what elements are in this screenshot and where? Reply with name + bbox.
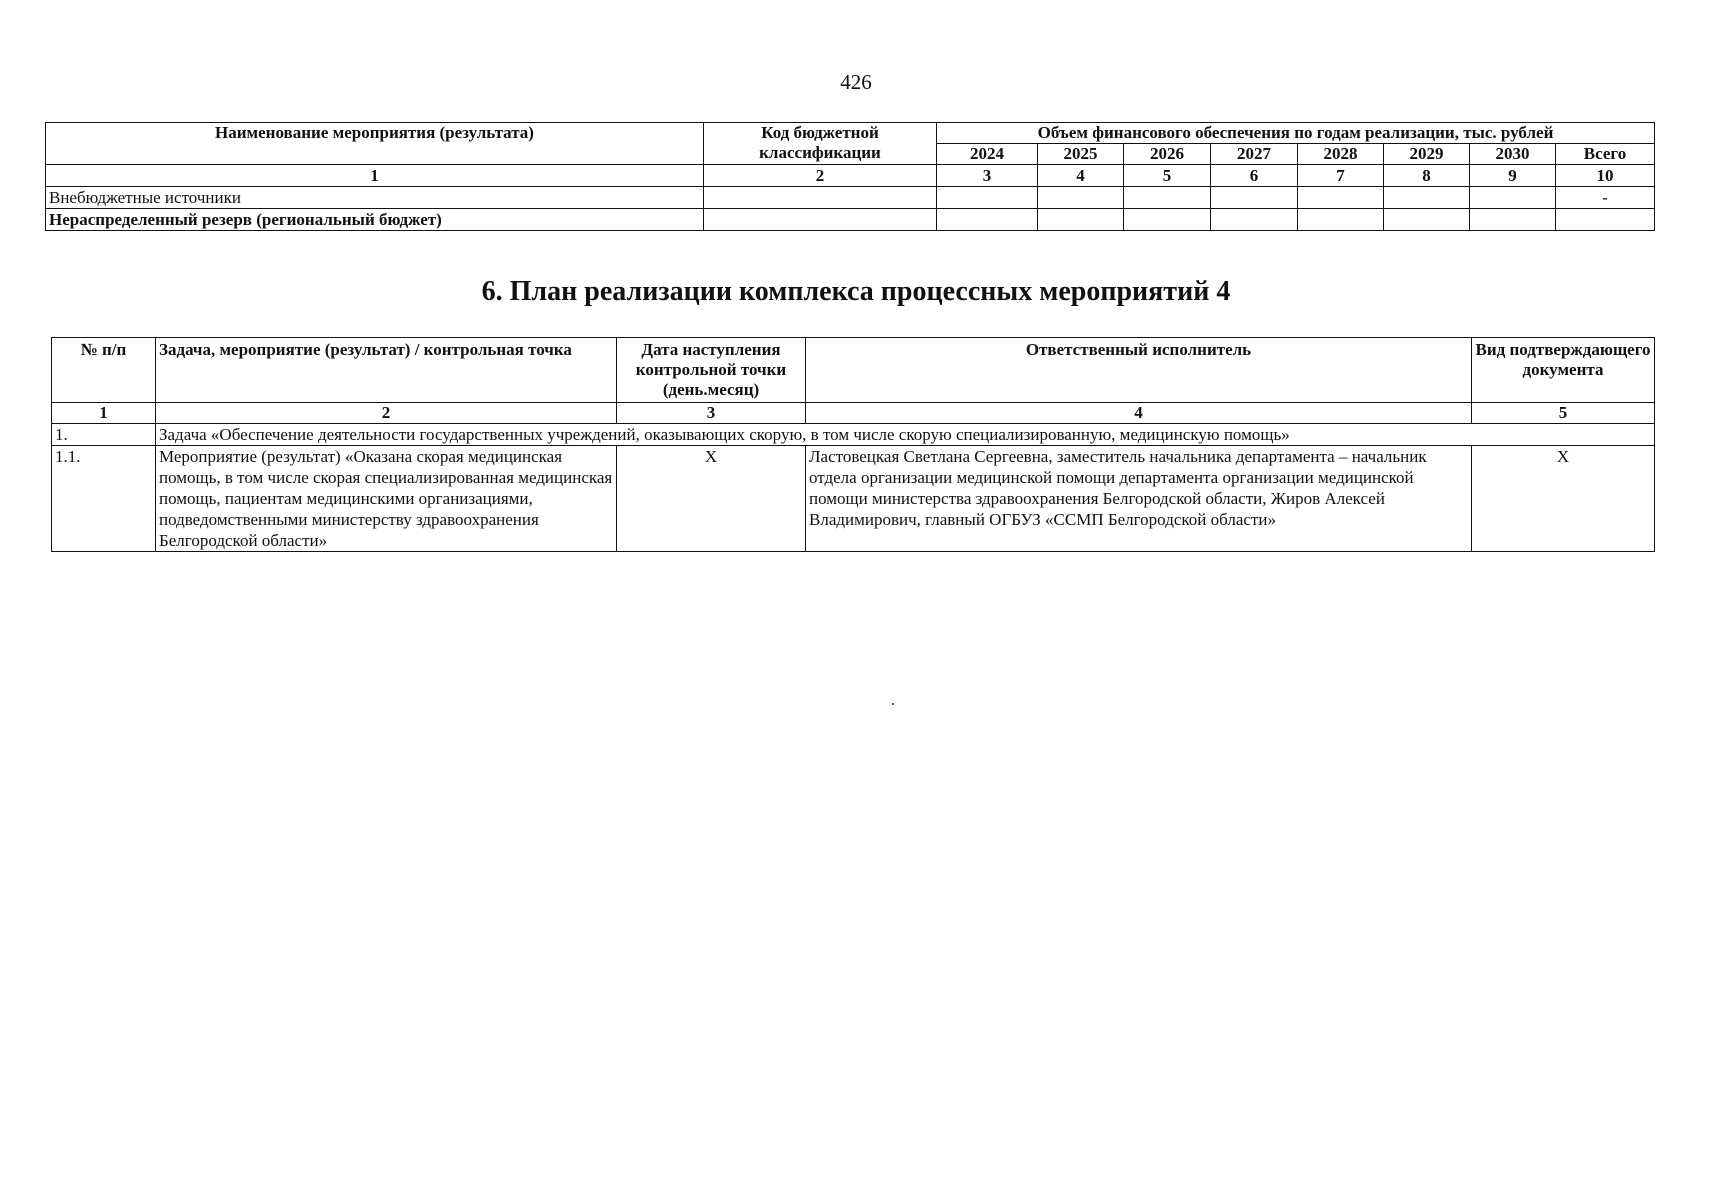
plan-header-date: Дата наступления контрольной точки (день.месяц) — [617, 338, 806, 403]
finance-row-code — [704, 209, 937, 231]
plan-activity-number: 1.1. — [52, 446, 156, 552]
finance-cell — [1211, 209, 1298, 231]
finance-year-2030: 2030 — [1470, 144, 1556, 165]
finance-cell — [1470, 209, 1556, 231]
plan-task-row — [52, 424, 1655, 446]
finance-cell — [937, 187, 1038, 209]
finance-cell — [937, 209, 1038, 231]
finance-cell — [1384, 209, 1470, 231]
finance-cell — [1470, 187, 1556, 209]
finance-cell — [1038, 187, 1124, 209]
finance-year-2028: 2028 — [1298, 144, 1384, 165]
plan-header-executor: Ответственный исполнитель — [806, 338, 1472, 403]
finance-header-name: Наименование мероприятия (результата) — [46, 123, 704, 165]
finance-year-2025: 2025 — [1038, 144, 1124, 165]
plan-header-number: № п/п — [52, 338, 156, 403]
finance-table — [45, 122, 1655, 231]
finance-col-num: 1 — [46, 165, 704, 187]
plan-activity-executor: Ластовецкая Светлана Сергеевна, заместитель начальника департамента – начальник отдела организации медицинской помощи департамента организации медицинской помощи министерства здравоохранения Белгородской области, Жиров Алексей Владимирович, главный ОГБУЗ «ССМП Белгородской области» — [806, 446, 1472, 552]
finance-cell — [1384, 187, 1470, 209]
plan-header-row — [52, 338, 1655, 403]
plan-column-numbers-row — [52, 403, 1655, 424]
plan-header-document: Вид подтверждающего документа — [1472, 338, 1655, 403]
plan-col-num: 5 — [1472, 403, 1655, 424]
finance-col-num: 4 — [1038, 165, 1124, 187]
finance-header-budget-code: Код бюджетной классификации — [704, 123, 937, 165]
finance-col-num: 2 — [704, 165, 937, 187]
plan-col-num: 1 — [52, 403, 156, 424]
finance-cell — [1211, 187, 1298, 209]
finance-row-label: Нераспределенный резерв (региональный бюджет) — [46, 209, 704, 231]
finance-row-extrabudgetary — [46, 187, 1655, 209]
finance-row-label: Внебюджетные источники — [46, 187, 704, 209]
finance-col-num: 10 — [1556, 165, 1655, 187]
finance-header-funding-volume: Объем финансового обеспечения по годам реализации, тыс. рублей — [937, 123, 1655, 144]
finance-year-total: Всего — [1556, 144, 1655, 165]
finance-row-code — [704, 187, 937, 209]
finance-row-reserve — [46, 209, 1655, 231]
finance-col-num: 5 — [1124, 165, 1211, 187]
finance-cell — [1298, 209, 1384, 231]
finance-header-row — [46, 123, 1655, 144]
finance-col-num: 3 — [937, 165, 1038, 187]
plan-header-task: Задача, мероприятие (результат) / контрольная точка — [156, 338, 617, 403]
plan-table — [51, 337, 1655, 552]
plan-activity-row — [52, 446, 1655, 552]
plan-activity-document: Х — [1472, 446, 1655, 552]
plan-col-num: 4 — [806, 403, 1472, 424]
finance-year-2024: 2024 — [937, 144, 1038, 165]
section-heading: 6. План реализации комплекса процессных мероприятий 4 — [481, 276, 1231, 307]
finance-cell — [1038, 209, 1124, 231]
finance-row-total — [1556, 209, 1655, 231]
finance-year-2027: 2027 — [1211, 144, 1298, 165]
scan-speck — [892, 703, 894, 705]
plan-activity-date: Х — [617, 446, 806, 552]
finance-cell — [1124, 209, 1211, 231]
page-number: 426 — [840, 70, 872, 94]
finance-col-num: 9 — [1470, 165, 1556, 187]
finance-cell — [1298, 187, 1384, 209]
finance-col-num: 8 — [1384, 165, 1470, 187]
finance-year-2029: 2029 — [1384, 144, 1470, 165]
plan-task-text: Задача «Обеспечение деятельности государственных учреждений, оказывающих скорую, в том числе скорую специализированную, медицинскую помощь» — [156, 424, 1655, 446]
finance-cell — [1124, 187, 1211, 209]
finance-year-2026: 2026 — [1124, 144, 1211, 165]
plan-col-num: 3 — [617, 403, 806, 424]
plan-activity-text: Мероприятие (результат) «Оказана скорая медицинская помощь, в том числе скорая специализированная медицинская помощь, пациентам медицинскими организациями, подведомственными министерству здравоохранения Белгородской области» — [156, 446, 617, 552]
finance-row-total: - — [1556, 187, 1655, 209]
finance-col-num: 6 — [1211, 165, 1298, 187]
plan-task-number: 1. — [52, 424, 156, 446]
finance-column-numbers-row — [46, 165, 1655, 187]
plan-col-num: 2 — [156, 403, 617, 424]
finance-col-num: 7 — [1298, 165, 1384, 187]
